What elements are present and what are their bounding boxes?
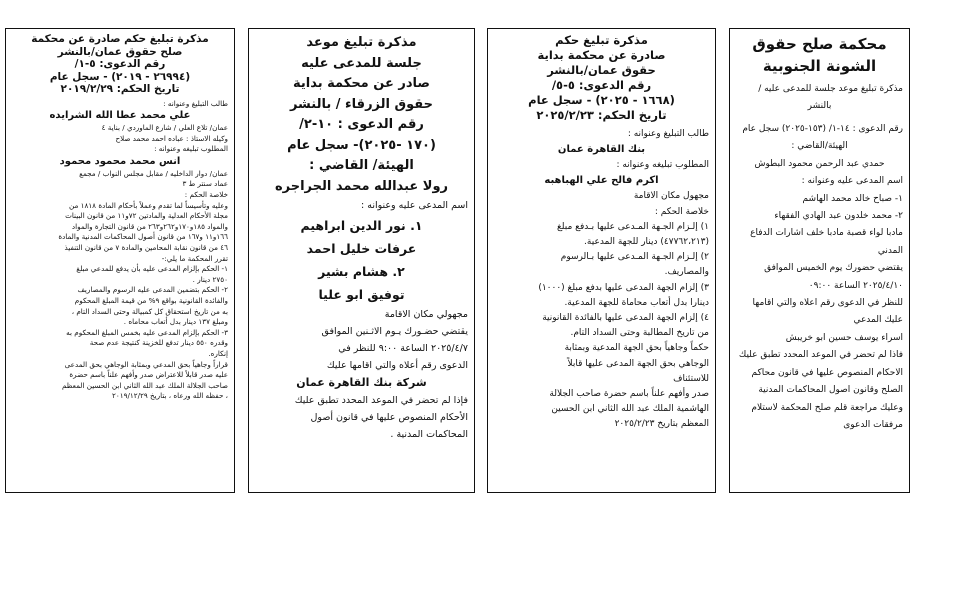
court-line: الاحكام المنصوص عليها في قانون محاكم — [751, 367, 903, 378]
session-title-line: (١٧٠ -٢٠٢٥)- سجل عام — [287, 137, 436, 153]
ruling-defendant-name: اكرم فالح علي الهباهبه — [544, 175, 659, 187]
ruling-body-line: دينارا بدل أتعاب محاماة للجهة المدعية. — [564, 297, 709, 308]
session-title-line: رقم الدعوى : ١٠-٢/ — [299, 117, 424, 132]
ruling2-body-line: ٤٦ من قانون نقابة المحامين والمادة ٧ من قانون التنفيذ — [64, 243, 228, 253]
session-closing-line: فإذا لم تحضر في الموعد المحدد تطبق عليك — [294, 395, 468, 406]
ruling2-body-line: إنكاره. — [208, 348, 228, 358]
ruling-title-line: مذكرة تبليغ حكم — [555, 33, 648, 47]
session-defendant-line: توفيق ابو عليا — [318, 287, 405, 302]
session-closing-line: المحاكمات المدنية . — [390, 429, 468, 440]
ruling-body-line: (٤٧٧٦٢،٢١٣) دينار للجهة المدعية. — [584, 237, 709, 248]
ruling2-body-line: ومبلغ ١٣٧ دينار بدل أتعاب محاماه . — [123, 317, 228, 327]
court-line: مرفقات الدعوى — [843, 419, 903, 430]
ruling2-body-line: عماد سنتر ط ٣ — [182, 179, 228, 189]
ruling-body-line: المطلوب تبليغه وعنوانه : — [616, 160, 709, 171]
ruling-body-line: ٢) إلـزام الجـهة المـدعى عليها بـالرسوم — [560, 252, 709, 263]
ruling-body-line: صدر وأفهم علناً باسم حضرة صاحب الجلالة — [549, 389, 709, 400]
ruling2-body-line: ٢٧٥٠ دينار . — [192, 274, 228, 284]
ruling2-title-line: تاريخ الحكم: ٢٠١٩/٢/٢٩ — [60, 83, 180, 95]
session-plaintiff-name: شركة بنك القاهرة عمان — [296, 376, 427, 389]
session-defendant-line: عرفات خليل احمد — [306, 241, 417, 256]
ruling2-body-line: خلاصة الحكم : — [184, 190, 228, 200]
court-line: ٢٠٢٥/٤/١٠ الساعة ٠٩:٠٠ — [808, 280, 903, 291]
ruling2-body-line: ، حفظه الله ورعاه ، بتاريخ ٢٠١٩/١٢/٢٩ — [112, 391, 228, 401]
court-line: عليك المدعي — [853, 315, 903, 326]
session-defendant-line: ٢. هشام بشير — [318, 264, 405, 279]
court-line: وعليك مراجعة قلم صلح المحكمة لاستلام — [751, 402, 903, 413]
ruling2-body-line: ١٦٦و١١ و١٦٧ من قانون أصول المحاكمات المدنية والمادة — [58, 232, 228, 242]
ruling2-title-line: صلح حقوق عمان/بالنشر — [57, 45, 183, 58]
session-title-line: الهيئة/ القاضي : — [309, 158, 414, 173]
court-line: رقم الدعوى : ١٤-١/ (١٥٣-٢٠٢٥) سجل عام — [742, 124, 903, 134]
ruling2-title-line: مذكرة تبليغ حكم صادرة عن محكمة — [31, 33, 209, 45]
ruling-body-line: للاستئناف — [673, 373, 709, 384]
ruling2-body-line: والفائدة القانونية بواقع ٩% من قيمة المبلغ المحكوم — [74, 296, 228, 305]
session-notice-column — [248, 28, 475, 493]
ruling-title-line: رقم الدعوى: ٥-٥/ — [551, 78, 652, 92]
ruling2-defendant-name: انس محمد محمود محمود — [59, 155, 181, 167]
ruling-body-line: طالب التبليغ وعنوانه : — [627, 129, 709, 139]
ruling2-body-line: قراراً وجاهياً بحق المدعي وبمثابة الوجاهي بحق المدعى — [64, 359, 228, 369]
court-line: يقتضي حضورك يوم الخميس الموافق — [764, 263, 903, 274]
ruling-bank-name: بنك القاهرة عمان — [557, 144, 646, 156]
court-title-line-1: محكمة صلح حقوق — [752, 35, 887, 53]
ruling2-title-line: (٢٦٩٩٤ - ٢٠١٩) - سجل عام — [49, 70, 191, 83]
ruling2-body-line: وكيله الاستاذ : عباده احمد محمد صلاح — [115, 133, 228, 143]
court-notice-column — [729, 28, 910, 493]
ruling2-body-line: به من تاريخ استحقاق كل كمبيالة وحتى السداد التام ، — [71, 306, 228, 316]
session-body-line: الدعوى رقم أعلاه والتي اقامها عليك — [326, 360, 468, 371]
ruling-body-line: الهاشمية الملك عبد الله الثاني ابن الحسين — [551, 404, 709, 415]
ruling2-body-line: وعليه وتأسيساً لما تقدم وعملاً بأحكام المادة ١٨١٨ من — [68, 200, 228, 210]
session-body-line: ٢٠٢٥/٤/٧ الساعة ٩:٠٠ للنظر في — [338, 343, 468, 354]
court-line: حمدي عبد الرحمن محمود البطوش — [754, 158, 885, 169]
ruling2-body-line: المطلوب تبليغه وعنوانه : — [154, 144, 228, 154]
ruling-title-line: حقوق عمان/بالنشر — [547, 63, 656, 77]
ruling2-body-line: مجلة الأحكام العدلية والمادتين ٧٢و١١ من قانون البينات — [65, 211, 228, 221]
ruling-body-line: والمصاريف. — [664, 267, 709, 278]
session-title-line: حقوق الزرقاء / بالنشر — [289, 96, 434, 112]
court-line: المدني — [877, 245, 903, 256]
ruling2-title-line: رقم الدعوى: ٥-١/ — [74, 58, 166, 70]
ruling-body-line: المعظم بتاريخ ٢٠٢٥/٢/٢٣ — [614, 419, 709, 430]
ruling-body-line: خلاصة الحكم : — [654, 206, 709, 217]
session-defendants-label: اسم المدعى عليه وعنوانه : — [361, 200, 468, 211]
session-closing-line: الأحكام المنصوص عليها في قانون أصول — [310, 412, 468, 423]
court-subtitle-line-2: بالنشر — [807, 101, 832, 111]
court-line: فاذا لم تحضر في الموعد المحدد تطبق عليك — [738, 350, 903, 361]
ruling-body-line: من تاريخ المطالبة وحتى السداد التام. — [570, 328, 709, 339]
ruling-notice-column — [487, 28, 716, 493]
court-line: للنظر في الدعوى رقم اعلاه والتي اقامها — [752, 298, 903, 309]
court-line: ٢- محمد خلدون عبد الهادي الفقهاء — [774, 211, 903, 222]
ruling2-body-line: صاحب الجلالة الملك عبد الله الثاني ابن الحسين المعظم — [61, 380, 228, 390]
ruling-body-line: الوجاهي بحق الجهة المدعى عليها قابلاً — [567, 358, 709, 369]
court-line: ١- صباح خالد محمد الهاشم — [802, 193, 903, 204]
ruling-body-line: ٤) إلزام الجهة المدعى عليها بالفائدة القانونية — [542, 313, 709, 324]
session-title-line: مذكرة تبليغ موعد — [306, 35, 417, 50]
ruling2-body-line: عليه صدر قابلاً للاعتراض صدر وأفهم علناً باسم حضرة — [69, 370, 228, 380]
session-title-line: جلسة للمدعى عليه — [301, 55, 422, 71]
ruling2-body-line: طالب التبليغ وعنوانه : — [163, 98, 228, 108]
ruling2-body-line: تقرر المحكمة ما يلي:- — [161, 253, 228, 263]
court-line: اسراء يوسف حسين ابو خريبش — [785, 332, 903, 343]
court-line: مادبا لواء قصبة مادبا خلف اشارات الدفاع — [750, 228, 903, 239]
ruling-body-line: ١) إلـزام الجـهة المـدعى عليها بـدفع مبلغ — [557, 221, 709, 232]
ruling2-body-line: وقدره ٥٥٠ دينار تدفع للخزينة كنتيجة عدم صحة — [89, 338, 228, 348]
ruling-title-line: تاريخ الحكم: ٢٠٢٥/٢/٢٣ — [536, 108, 667, 122]
court-line: اسم المدعى عليه وعنوانه : — [801, 176, 903, 187]
session-body-line: مجهولي مكان الاقامة — [384, 309, 468, 320]
session-body-line: يقتضي حضـورك يـوم الاثـنين الموافق — [321, 326, 468, 337]
ruling2-plaintiff-name: علي محمد عطا الله الشرايده — [49, 110, 191, 122]
ruling-notice-2-column — [5, 28, 235, 493]
ruling-title-line: صادرة عن محكمة بداية — [537, 48, 666, 62]
ruling-title-line: (١٦٦٨ - ٢٠٢٥) - سجل عام — [528, 93, 675, 107]
ruling2-body-line: عمان/ دوار الداخليه / مقابل مجلس النواب / مجمع — [79, 168, 228, 178]
ruling2-body-line: عمان/ تلاع العلي / شارع الماوردي / بناية ٤ — [101, 123, 228, 133]
ruling-body-line: حكماً وجاهياً بحق الجهة المدعية وبمثابة — [564, 343, 709, 354]
ruling-body-line: ٣) إلزام الجهة المدعى عليها بدفع مبلغ (١٠٠٠) — [538, 282, 709, 293]
court-title-line-2: الشونة الجنوبية — [762, 57, 877, 75]
session-title-line: صادر عن محكمة بداية — [293, 76, 430, 91]
ruling2-body-line: والمواد ١٨٥و١٧٠و٢٦٢و٢٦٣ من قانون التجارة والمواد — [71, 221, 228, 231]
session-defendant-line: ١. نور الدين ابراهيم — [300, 218, 423, 233]
session-title-line: رولا عبدالله محمد الجراجره — [274, 178, 449, 194]
court-line: الصلح وقانون اصول المحاكمات المدنية — [758, 385, 903, 396]
ruling2-body-line: ٣- الحكم بإلزام المدعى عليه بخمس المبلغ المحكوم به — [66, 327, 228, 337]
ruling2-body-line: ٢- الحكم بتضمين المدعى عليه الرسوم والمصاريف — [77, 285, 228, 295]
court-subtitle-line-1: مذكرة تبليغ موعد جلسة للمدعى عليه / — [758, 84, 903, 94]
ruling2-body-line: ١- الحكم بإلزام المدعى عليه بأن يدفع للمدعي مبلغ — [76, 264, 228, 274]
ruling-body-line: مجهول مكان الاقامة — [633, 191, 709, 202]
court-line: الهيئة/القاضي : — [791, 141, 848, 152]
